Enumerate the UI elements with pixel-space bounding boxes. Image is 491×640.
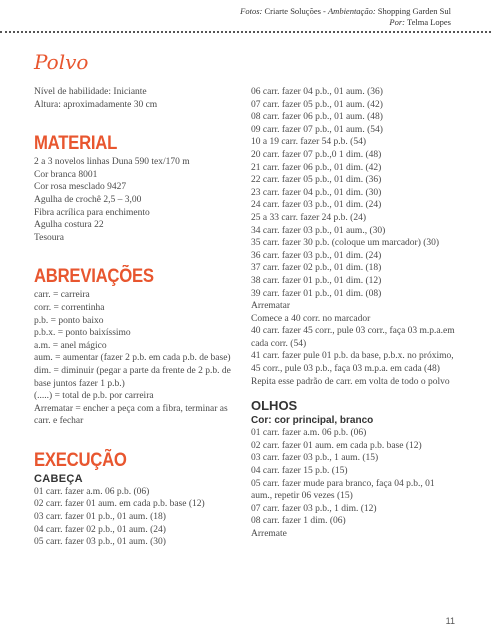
instruction-row: 40 carr. fazer 45 corr., pule 03 corr., faça 03 m.p.a.em cada corr. (54) <box>251 326 455 349</box>
intro-line: Nível de habilidade: Iniciante <box>34 87 147 97</box>
instruction-row: 25 a 33 carr. fazer 24 p.b. (24) <box>251 212 367 223</box>
instruction-row: 03 carr. fazer 03 p.b., 1 aum. (15) <box>251 453 379 464</box>
spacer <box>34 428 239 450</box>
photo-credits <box>240 6 451 28</box>
spacer <box>34 244 239 266</box>
material-heading: MATERIAL <box>34 133 118 155</box>
instruction-row: 36 carr. fazer 03 p.b., 01 dim. (24) <box>251 250 382 261</box>
eyes-heading: OLHOS <box>251 398 298 414</box>
instruction-row: 41 carr. fazer pule 01 p.b. da base, p.b.x. no próximo, 45 corr., pule 03 p.b., faça 03 m.p.a. em cada (48) <box>251 351 454 375</box>
instruction-row: 04 carr. fazer 02 p.b., 01 aum. (24) <box>34 524 166 535</box>
material-item: Tesoura <box>34 232 64 243</box>
instruction-row: 07 carr. fazer 05 p.b., 01 aum. (42) <box>251 99 383 110</box>
credit-author-value: Telma Lopes <box>405 17 451 27</box>
eyes-subheading: Cor: cor principal, branco <box>251 415 374 427</box>
credit-photos-value: Criarte Soluções - <box>262 6 328 16</box>
credit-line-1 <box>240 6 451 17</box>
instruction-row: 39 carr. fazer 01 p.b., 01 dim. (08) <box>251 288 382 299</box>
instruction-row: 07 carr. fazer 03 p.b., 1 dim. (12) <box>251 503 377 514</box>
instruction-row: 20 carr. fazer 07 p.b.,0 1 dim. (48) <box>251 149 382 160</box>
intro-line: Altura: aproximadamente 30 cm <box>34 99 158 110</box>
credit-author-label: Por: <box>389 17 405 27</box>
instruction-row: 02 carr. fazer 01 aum. em cada p.b. base (12) <box>251 440 422 451</box>
credit-ambiance-label: Ambientação: <box>327 6 376 16</box>
instruction-row: Arremate <box>251 529 287 539</box>
instruction-row: 24 carr. fazer 03 p.b., 01 dim. (24) <box>251 200 382 211</box>
right-column <box>251 86 456 541</box>
material-item: Agulha costura 22 <box>34 220 104 231</box>
instruction-row: 23 carr. fazer 04 p.b., 01 dim. (30) <box>251 187 382 198</box>
material-item: Cor branca 8001 <box>34 169 98 180</box>
abbreviation-item: corr. = correntinha <box>34 302 105 313</box>
abbreviation-item: dim. = diminuir (pegar a parte da frente de 2 p.b. de base juntos fazer 1 p.b.) <box>34 365 231 389</box>
page-title: Polvo <box>34 50 89 74</box>
instruction-row: Arrematar <box>251 301 291 312</box>
abbreviation-item: Arrematar = encher a peça com a fibra, terminar as carr. e fechar <box>34 403 228 427</box>
instruction-row: Repita esse padrão de carr. em volta de todo o polvo <box>251 376 450 387</box>
left-column <box>34 86 239 549</box>
abbreviation-item: p.b. = ponto baixo <box>34 315 104 326</box>
instruction-row: 38 carr. fazer 01 p.b., 01 dim. (12) <box>251 275 382 286</box>
instruction-row: 09 carr. fazer 07 p.b., 01 aum. (54) <box>251 124 383 135</box>
material-item: 2 a 3 novelos linhas Duna 590 tex/170 m <box>34 157 190 168</box>
instruction-row: 01 carr. fazer a.m. 06 p.b. (06) <box>34 486 150 497</box>
page-number: 11 <box>445 616 455 626</box>
material-item: Fibra acrílica para enchimento <box>34 207 150 218</box>
instruction-row: Comece a 40 corr. no marcador <box>251 313 371 324</box>
instruction-row: 01 carr. fazer a.m. 06 p.b. (06) <box>251 428 367 439</box>
instruction-row: 03 carr. fazer 01 p.b., 01 aum. (18) <box>34 512 166 523</box>
material-item: Agulha de crochê 2,5 – 3,00 <box>34 194 142 205</box>
material-item: Cor rosa mesclado 9427 <box>34 182 127 193</box>
credit-photos-label: Fotos: <box>240 6 263 16</box>
abbreviation-item: aum. = aumentar (fazer 2 p.b. em cada p.b. de base) <box>34 353 231 364</box>
execution-heading: EXECUÇÃO <box>34 449 127 471</box>
instruction-row: 05 carr. fazer mude para branco, faça 04 p.b., 01 aum., repetir 06 vezes (15) <box>251 478 435 502</box>
abbreviation-item: (.....) = total de p.b. por carreira <box>34 391 154 402</box>
instruction-row: 04 carr. fazer 15 p.b. (15) <box>251 466 348 477</box>
instruction-row: 22 carr. fazer 05 p.b., 01 dim. (36) <box>251 175 382 186</box>
instruction-row: 08 carr. fazer 1 dim. (06) <box>251 516 346 527</box>
abbreviation-item: carr. = carreira <box>34 290 90 301</box>
dotted-divider <box>0 31 491 33</box>
instruction-row: 37 carr. fazer 02 p.b., 01 dim. (18) <box>251 263 382 274</box>
credit-line-2 <box>240 17 451 28</box>
head-subheading: CABEÇA <box>34 472 83 485</box>
instruction-row: 02 carr. fazer 01 aum. em cada p.b. base (12) <box>34 499 205 510</box>
credit-ambiance-value: Shopping Garden Sul <box>375 6 451 16</box>
instruction-row: 05 carr. fazer 03 p.b., 01 aum. (30) <box>34 537 166 548</box>
instruction-row: 34 carr. fazer 03 p.b., 01 aum., (30) <box>251 225 386 236</box>
abbreviation-item: p.b.x. = ponto baixíssimo <box>34 328 131 339</box>
spacer <box>34 111 239 133</box>
instruction-row: 08 carr. fazer 06 p.b., 01 aum. (48) <box>251 112 383 123</box>
instruction-row: 21 carr. fazer 06 p.b., 01 dim. (42) <box>251 162 382 173</box>
abbreviations-heading: ABREVIAÇÕES <box>34 266 154 288</box>
abbreviation-item: a.m. = anel mágico <box>34 340 107 351</box>
instruction-row: 06 carr. fazer 04 p.b., 01 aum. (36) <box>251 87 383 97</box>
instruction-row: 10 a 19 carr. fazer 54 p.b. (54) <box>251 137 367 148</box>
instruction-row: 35 carr. fazer 30 p.b. (coloque um marcador) (30) <box>251 238 440 249</box>
